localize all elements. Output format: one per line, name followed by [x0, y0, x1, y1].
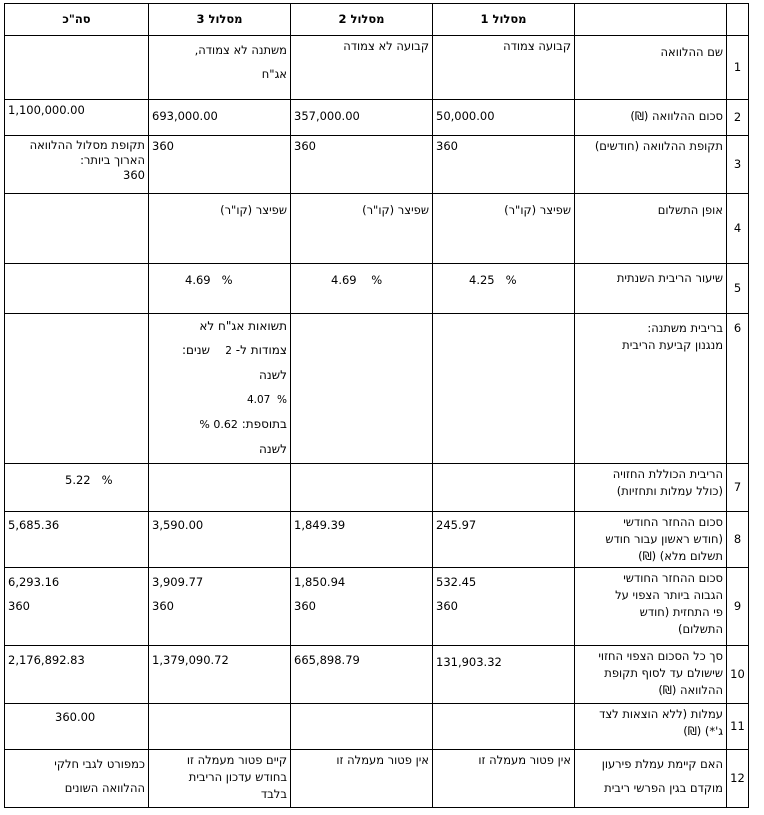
track-3-value: 360: [149, 136, 291, 194]
track-2-value: 360: [291, 136, 433, 194]
row-label: [575, 750, 727, 808]
track-2-value: [291, 704, 433, 750]
total-line-2: ההלוואה השונים: [64, 781, 145, 795]
track-1-value: [433, 704, 575, 750]
track-1-value: [433, 464, 575, 512]
row-number: 7: [727, 464, 749, 512]
row-label: תקופת ההלוואה (חודשים): [575, 136, 727, 194]
track-3-line-2: צמודות ל- 2 שנים:: [182, 343, 287, 357]
table-row: [5, 136, 749, 194]
track-1-value: 360: [433, 136, 575, 194]
row-label: [575, 512, 727, 568]
track-2-value: 357,000.00: [291, 100, 433, 136]
track-3-line-1: קיים פטור מעמלה זו: [186, 753, 287, 767]
header-row: [5, 4, 749, 36]
row-number: 9: [727, 568, 749, 646]
row-label-line-2: שישולם עד לסוף תקופת: [604, 666, 723, 680]
total-value: [5, 314, 149, 464]
row-label: [575, 464, 727, 512]
row-label-line-1: האם קיימת עמלת פירעון: [601, 757, 723, 771]
track-2-value: שפיצר (קו"ר): [291, 194, 433, 264]
row-label-line-1: הריבית הכוללת החזויה: [612, 467, 723, 481]
track-1-value: [433, 314, 575, 464]
track-1-value: שפיצר (קו"ר): [433, 194, 575, 264]
track-1-value: 50,000.00: [433, 100, 575, 136]
row-label: [575, 704, 727, 750]
track-3-line-2: בחודש עדכון הריבית: [188, 770, 287, 784]
track-1-value: 131,903.32: [433, 646, 575, 704]
track-3-line-4: בתוספת: % 0.62: [199, 417, 287, 431]
total-value: 5,685.36: [5, 512, 149, 568]
track-1-value: [433, 264, 575, 314]
header-label-cell: [575, 4, 727, 36]
total-value: 2,176,892.83: [5, 646, 149, 704]
table-row: [5, 750, 749, 808]
track-3-line-5: לשנה: [259, 442, 287, 456]
total-percent: 5.22 %: [65, 473, 113, 487]
row-number: 4: [727, 194, 749, 264]
row-label: שם ההלוואה: [575, 36, 727, 100]
track-3-percent: 4.69 %: [185, 273, 233, 287]
track-3-amount: 3,909.77: [152, 575, 204, 589]
row-label-line-2: ג'*) (₪): [683, 724, 723, 738]
total-line-1: תקופת מסלול ההלוואה: [29, 138, 145, 152]
track-2-value: [291, 264, 433, 314]
row-label-line-2: הגבוה ביותר הצפוי על: [615, 588, 723, 602]
row-label-line-2: מנגנון קביעת הריבית: [622, 338, 723, 352]
header-track-1: מסלול 1: [433, 4, 575, 36]
track-3-line-2: אג"ח: [261, 67, 287, 81]
loan-comparison-table: [4, 3, 749, 808]
track-2-value: [291, 464, 433, 512]
row-label-line-3: ההלוואה (₪): [658, 683, 723, 697]
row-number: 12: [727, 750, 749, 808]
track-2-month: 360: [294, 599, 316, 613]
total-value: [5, 136, 149, 194]
track-3-value: [149, 314, 291, 464]
total-month: 360: [8, 599, 30, 613]
row-label-line-3: תשלום מלא) (₪): [638, 549, 723, 563]
track-3-value: 3,590.00: [149, 512, 291, 568]
table-row: [5, 314, 749, 464]
track-3-value: 1,379,090.72: [149, 646, 291, 704]
track-3-value: [149, 264, 291, 314]
row-label-line-2: (חודש ראשון עבור חודש: [605, 532, 723, 546]
total-value: [5, 264, 149, 314]
table-row: [5, 264, 749, 314]
row-number: 1: [727, 36, 749, 100]
track-2-value: 1,849.39: [291, 512, 433, 568]
track-1-value: אין פטור מעמלה זו: [433, 750, 575, 808]
track-3-month: 360: [152, 599, 174, 613]
total-line-2: הארוך ביותר:: [80, 153, 145, 167]
track-1-month: 360: [436, 599, 458, 613]
total-value: [5, 36, 149, 100]
track-2-amount: 1,850.94: [294, 575, 346, 589]
total-value: [5, 750, 149, 808]
table-row: [5, 704, 749, 750]
header-total: סה"כ: [5, 4, 149, 36]
track-3-value: [149, 36, 291, 100]
track-3-value: [149, 568, 291, 646]
track-1-value: 245.97: [433, 512, 575, 568]
row-label-line-1: עמלות (ללא הוצאות לצד: [599, 707, 723, 721]
table-row: [5, 194, 749, 264]
track-1-value: קבועה צמודה: [433, 36, 575, 100]
header-num-cell: [727, 4, 749, 36]
total-line-3: 360: [123, 168, 145, 182]
row-label-line-1: בריבית משתנה:: [647, 321, 723, 335]
row-label-line-3: פי התחזית (חודש: [639, 605, 723, 619]
track-1-amount: 532.45: [436, 575, 477, 589]
row-label-line-2: מוקדם בגין הפרשי ריבית: [604, 781, 723, 795]
row-label: [575, 646, 727, 704]
row-label: שיעור הריבית השנתית: [575, 264, 727, 314]
total-amount: 6,293.16: [8, 575, 60, 589]
row-label-line-4: התשלום): [677, 622, 723, 636]
row-label-line-1: סך כל הסכום הצפוי החזוי: [598, 649, 723, 663]
header-track-3: מסלול 3: [149, 4, 291, 36]
table-row: [5, 464, 749, 512]
track-1-percent: 4.25 %: [469, 273, 517, 287]
row-label: אופן התשלום: [575, 194, 727, 264]
track-3-line-1: תשואות אג"ח לא: [199, 319, 287, 333]
total-value: [5, 568, 149, 646]
track-3-line-3: לשנה 4.07 %: [246, 368, 287, 406]
total-line-1: כמפורט לגבי חלקי: [54, 757, 145, 771]
table-row: [5, 646, 749, 704]
track-2-value: 665,898.79: [291, 646, 433, 704]
row-label: [575, 314, 727, 464]
track-2-value: [291, 568, 433, 646]
row-label-line-1: סכום ההחזר החודשי: [623, 571, 723, 585]
track-2-value: קבועה לא צמודה: [291, 36, 433, 100]
row-number: 2: [727, 100, 749, 136]
row-number: 3: [727, 136, 749, 194]
track-3-line-3: בלבד: [260, 787, 287, 801]
header-track-2: מסלול 2: [291, 4, 433, 36]
row-number: 8: [727, 512, 749, 568]
track-3-value: שפיצר (קו"ר): [149, 194, 291, 264]
table-row: [5, 512, 749, 568]
track-3-value: 693,000.00: [149, 100, 291, 136]
row-number: 11: [727, 704, 749, 750]
row-number: 5: [727, 264, 749, 314]
row-label-line-2: (כולל עמלות ותחזיות): [616, 484, 723, 498]
row-label: סכום ההלוואה (₪): [575, 100, 727, 136]
track-3-value: [149, 704, 291, 750]
track-3-value: [149, 464, 291, 512]
track-1-value: [433, 568, 575, 646]
total-value: 360.00: [5, 704, 149, 750]
track-3-value: [149, 750, 291, 808]
track-3-line-1: משתנה לא צמודה,: [194, 43, 287, 57]
track-2-percent: 4.69 %: [331, 273, 383, 287]
track-2-value: אין פטור מעמלה זו: [291, 750, 433, 808]
row-number: 6: [727, 314, 749, 464]
row-label: [575, 568, 727, 646]
row-number: 10: [727, 646, 749, 704]
table-row: [5, 568, 749, 646]
total-value: 1,100,000.00: [5, 100, 149, 136]
total-value: [5, 464, 149, 512]
total-value: [5, 194, 149, 264]
track-2-value: [291, 314, 433, 464]
row-label-line-1: סכום ההחזר החודשי: [623, 515, 723, 529]
table-row: [5, 100, 749, 136]
table-row: [5, 36, 749, 100]
